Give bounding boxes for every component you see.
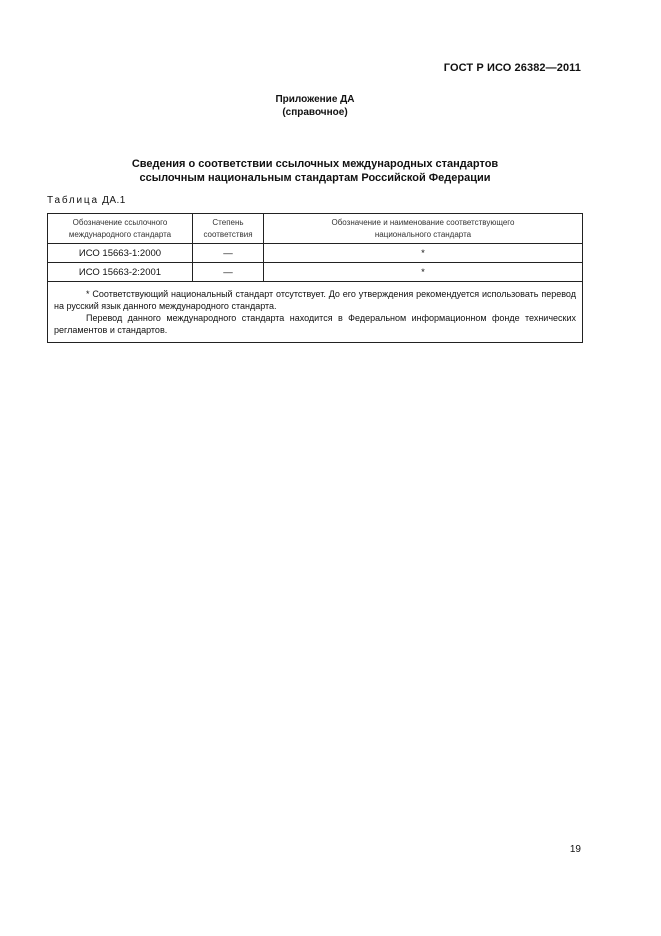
table-label (47, 195, 126, 206)
footnote-paragraph-1: * Соответствующий национальный стандарт отсутствует. До его утверждения рекомендуется использовать перевод на русский язык данного международного стандарта. (54, 289, 576, 311)
header-standard-line-2: международного стандарта (68, 229, 172, 239)
cell-degree: — (193, 263, 264, 282)
section-heading (0, 157, 630, 185)
cell-standard: ИСО 15663-1:2000 (48, 244, 193, 263)
annex-subtitle: (справочное) (282, 107, 348, 118)
table-label-number: ДА.1 (98, 195, 126, 206)
document-code: ГОСТ Р ИСО 26382—2011 (443, 62, 581, 74)
heading-line-1: Сведения о соответствии ссылочных международных стандартов (131, 158, 499, 170)
annex-title: Приложение ДА (275, 94, 355, 105)
table-row (48, 263, 583, 282)
heading-line-2: ссылочным национальным стандартам Российской Федерации (139, 172, 491, 184)
header-national (264, 214, 583, 244)
page-number: 19 (569, 844, 581, 855)
header-degree-line-2: соответствия (203, 229, 253, 239)
header-standard (48, 214, 193, 244)
cell-national: * (264, 263, 583, 282)
header-national-line-1: Обозначение и наименование соответствующего (331, 217, 515, 227)
table-header-row (48, 214, 583, 244)
reference-table (47, 213, 583, 343)
table-footnote-row (48, 282, 583, 343)
table-row (48, 244, 583, 263)
annex-block (0, 93, 630, 119)
cell-national: * (264, 244, 583, 263)
header-standard-line-1: Обозначение ссылочного (72, 217, 168, 227)
table-label-word: Таблица (47, 195, 99, 206)
header-degree (193, 214, 264, 244)
header-degree-line-1: Степень (212, 217, 244, 227)
footnote-paragraph-2: Перевод данного международного стандарта находится в Федеральном информационном фонде технических регламентов и стандартов. (54, 313, 576, 335)
cell-standard: ИСО 15663-2:2001 (48, 263, 193, 282)
header-national-line-2: национального стандарта (374, 229, 472, 239)
footnote-cell (48, 282, 583, 343)
cell-degree: — (193, 244, 264, 263)
